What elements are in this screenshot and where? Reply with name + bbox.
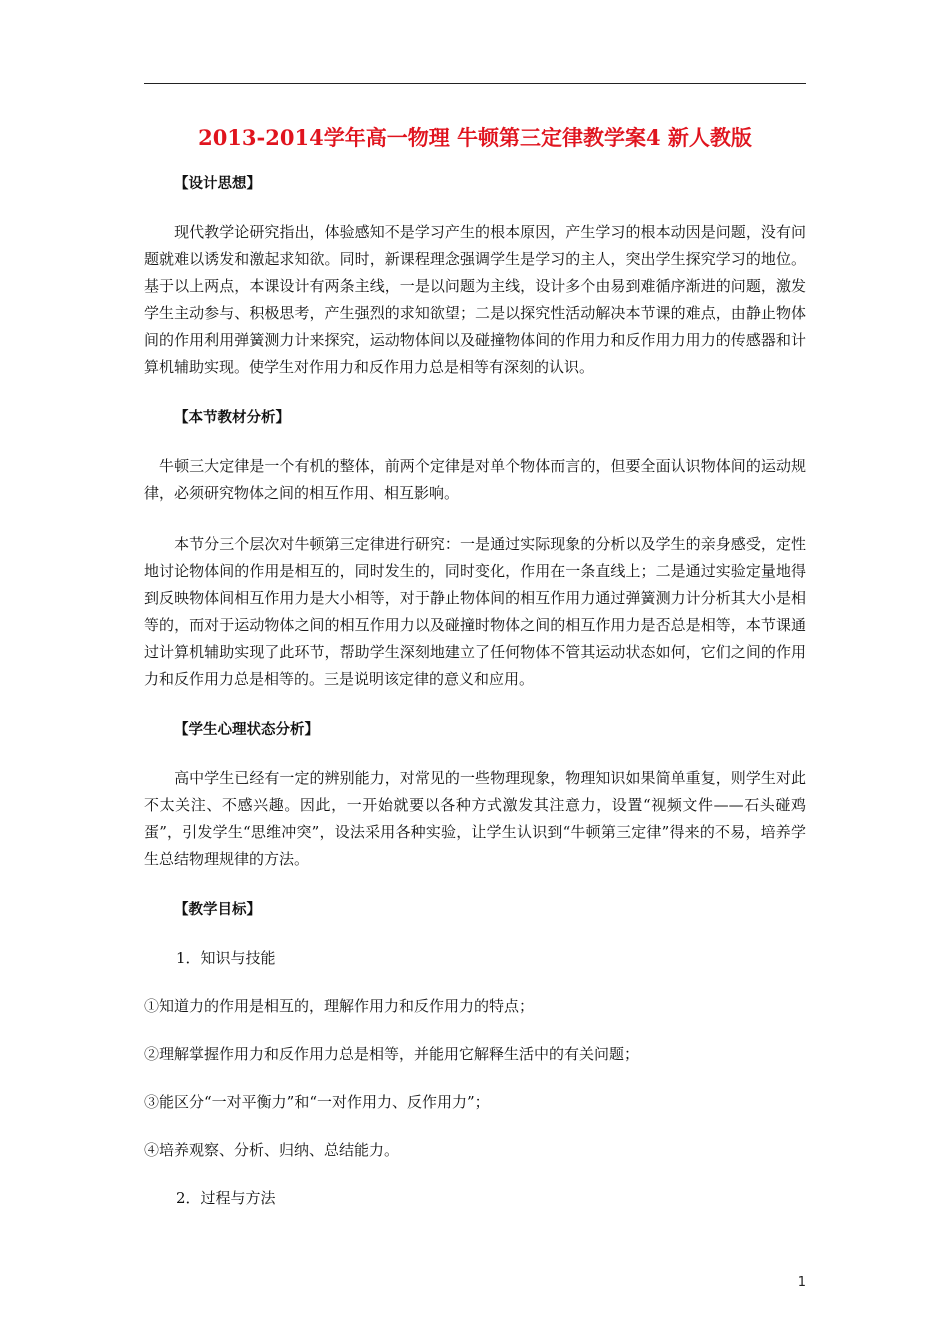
heading-goals: 【教学目标】: [174, 901, 261, 918]
goal-item-1: 1．知识与技能: [176, 949, 276, 967]
document-title: 2013-2014学年高一物理 牛顿第三定律教学案4 新人教版: [198, 125, 752, 150]
goal-item-2: 2．过程与方法: [176, 1189, 276, 1207]
goal-sub-3: ③能区分“一对平衡力”和“一对作用力、反作用力”；: [144, 1093, 490, 1111]
header-rule: [144, 83, 806, 84]
paragraph-textbook-1: 牛顿三大定律是一个有机的整体，前两个定律是对单个物体而言的，但要全面认识物体间的运动规律，必须研究物体之间的相互作用、相互影响。: [144, 457, 806, 502]
heading-psychology: 【学生心理状态分析】: [174, 721, 319, 738]
heading-textbook: 【本节教材分析】: [174, 409, 290, 426]
paragraph-psychology: 高中学生已经有一定的辨别能力，对常见的一些物理现象，物理知识如果简单重复，则学生对此不太关注、不感兴趣。因此，一开始就要以各种方式激发其注意力，设置“视频文件——石头碰鸡蛋”，引发学生“思维冲突”，设法采用各种实验，让学生认识到“牛顿第三定律”得来的不易，培养学生总结物理规律的方法。: [144, 769, 806, 868]
document-body: [144, 171, 806, 1211]
page-number: 1: [797, 1275, 806, 1290]
goal-sub-4: ④培养观察、分析、归纳、总结能力。: [144, 1141, 400, 1159]
paragraph-design: 现代教学论研究指出，体验感知不是学习产生的根本原因，产生学习的根本动因是问题，没有问题就难以诱发和激起求知欲。同时，新课程理念强调学生是学习的主人，突出学生探究学习的地位。基于以上两点，本课设计有两条主线，一是以问题为主线，设计多个由易到难循序渐进的问题，激发学生主动参与、积极思考，产生强烈的求知欲望；二是以探究性活动解决本节课的难点，由静止物体间的作用利用弹簧测力计来探究，运动物体间以及碰撞物体间的作用力和反作用力用力的传感器和计算机辅助实现。使学生对作用力和反作用力总是相等有深刻的认识。: [144, 223, 806, 376]
heading-design: 【设计思想】: [174, 175, 261, 192]
goal-sub-1: ①知道力的作用是相互的，理解作用力和反作用力的特点；: [144, 997, 535, 1015]
paragraph-textbook-2: 本节分三个层次对牛顿第三定律进行研究：一是通过实际现象的分析以及学生的亲身感受，定性地讨论物体间的作用是相互的，同时发生的，同时变化，作用在一条直线上；二是通过实验定量地得到反映物体间相互作用力是大小相等，对于静止物体间的相互作用力通过弹簧测力计分析其大小是相等的，而对于运动物体之间的相互作用力以及碰撞时物体之间的相互作用力是否总是相等，本节课通过计算机辅助实现了此环节，帮助学生深刻地建立了任何物体不管其运动状态如何，它们之间的作用力和反作用力总是相等的。三是说明该定律的意义和应用。: [144, 535, 806, 688]
goal-sub-2: ②理解掌握作用力和反作用力总是相等，并能用它解释生活中的有关问题；: [144, 1045, 640, 1063]
